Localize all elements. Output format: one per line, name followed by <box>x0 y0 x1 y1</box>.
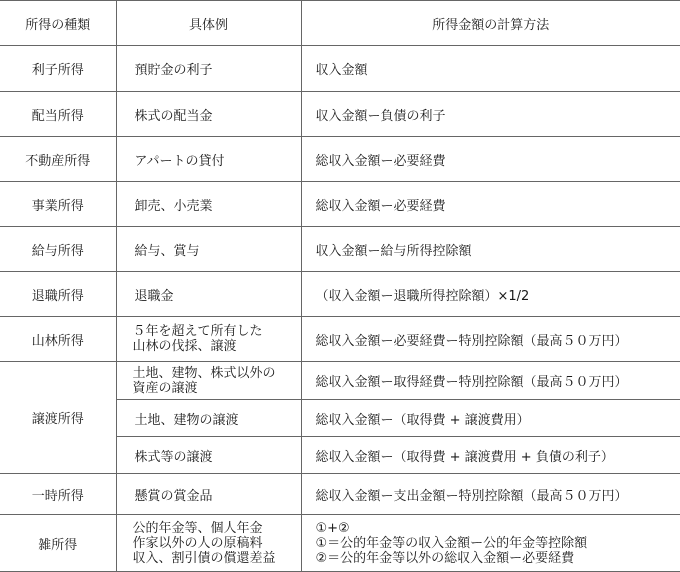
table-header-row <box>0 1 680 46</box>
example-line: 公的年金等、個人年金 <box>132 520 263 536</box>
table-row <box>0 317 680 362</box>
header-calculation: 所得金額の計算方法 <box>301 1 680 46</box>
calculation-cell: 総収入金額ー支出金額ー特別控除額（最高５０万円） <box>301 474 680 515</box>
example-line: 資産の譲渡 <box>132 380 198 396</box>
example-cell: アパートの貸付 <box>116 137 301 182</box>
example-cell: 株式の配当金 <box>116 92 301 137</box>
income-type-cell: 一時所得 <box>0 474 116 515</box>
income-type-cell: 雑所得 <box>0 515 116 572</box>
calculation-cell: 総収入金額ー必要経費 <box>301 137 680 182</box>
example-cell <box>116 317 301 362</box>
example-line: 作家以外の人の原稿料 <box>132 535 263 551</box>
header-example: 具体例 <box>116 1 301 46</box>
calculation-line: ①＝公的年金等の収入金額ー公的年金等控除額 <box>315 535 588 551</box>
income-type-cell: 譲渡所得 <box>0 362 116 474</box>
example-cell <box>116 515 301 572</box>
example-line: 収入、割引債の償還差益 <box>132 550 276 566</box>
income-type-cell: 事業所得 <box>0 182 116 227</box>
calculation-cell: 総収入金額ー取得経費ー特別控除額（最高５０万円） <box>301 362 680 400</box>
calculation-cell: 収入金額ー負債の利子 <box>301 92 680 137</box>
example-cell: 退職金 <box>116 272 301 317</box>
table-row <box>0 272 680 317</box>
calculation-line: ①+② <box>315 520 350 536</box>
table-row <box>0 92 680 137</box>
example-line: ５年を超えて所有した <box>132 324 263 339</box>
calculation-cell: 総収入金額ー（取得費 + 譲渡費用） <box>301 400 680 437</box>
income-type-cell: 山林所得 <box>0 317 116 362</box>
income-type-cell: 退職所得 <box>0 272 116 317</box>
table-row <box>0 46 680 92</box>
example-line: 土地、建物、株式以外の <box>132 365 276 381</box>
table-row <box>0 362 680 400</box>
income-type-cell: 給与所得 <box>0 227 116 272</box>
example-cell: 卸売、小売業 <box>116 182 301 227</box>
example-cell: 株式等の譲渡 <box>116 437 301 474</box>
example-cell: 預貯金の利子 <box>116 46 301 92</box>
income-type-cell: 配当所得 <box>0 92 116 137</box>
income-type-cell: 不動産所得 <box>0 137 116 182</box>
table-row <box>0 182 680 227</box>
example-cell <box>116 362 301 400</box>
table-row <box>0 515 680 572</box>
table-row <box>0 227 680 272</box>
calculation-cell: 総収入金額ー（取得費 + 譲渡費用 + 負債の利子） <box>301 437 680 474</box>
calculation-cell: 総収入金額ー必要経費ー特別控除額（最高５０万円） <box>301 317 680 362</box>
calculation-cell <box>301 515 680 572</box>
table-row <box>0 474 680 515</box>
calculation-cell: 総収入金額ー必要経費 <box>301 182 680 227</box>
example-cell: 土地、建物の譲渡 <box>116 400 301 437</box>
calculation-cell: （収入金額ー退職所得控除額）×1/2 <box>301 272 680 317</box>
calculation-line: ②＝公的年金等以外の総収入金額ー必要経費 <box>315 550 575 566</box>
table-row <box>0 137 680 182</box>
example-line: 山林の伐採、譲渡 <box>132 339 237 354</box>
calculation-cell: 収入金額ー給与所得控除額 <box>301 227 680 272</box>
header-income-type: 所得の種類 <box>0 1 116 46</box>
example-cell: 給与、賞与 <box>116 227 301 272</box>
example-cell: 懸賞の賞金品 <box>116 474 301 515</box>
calculation-cell: 収入金額 <box>301 46 680 92</box>
income-type-cell: 利子所得 <box>0 46 116 92</box>
